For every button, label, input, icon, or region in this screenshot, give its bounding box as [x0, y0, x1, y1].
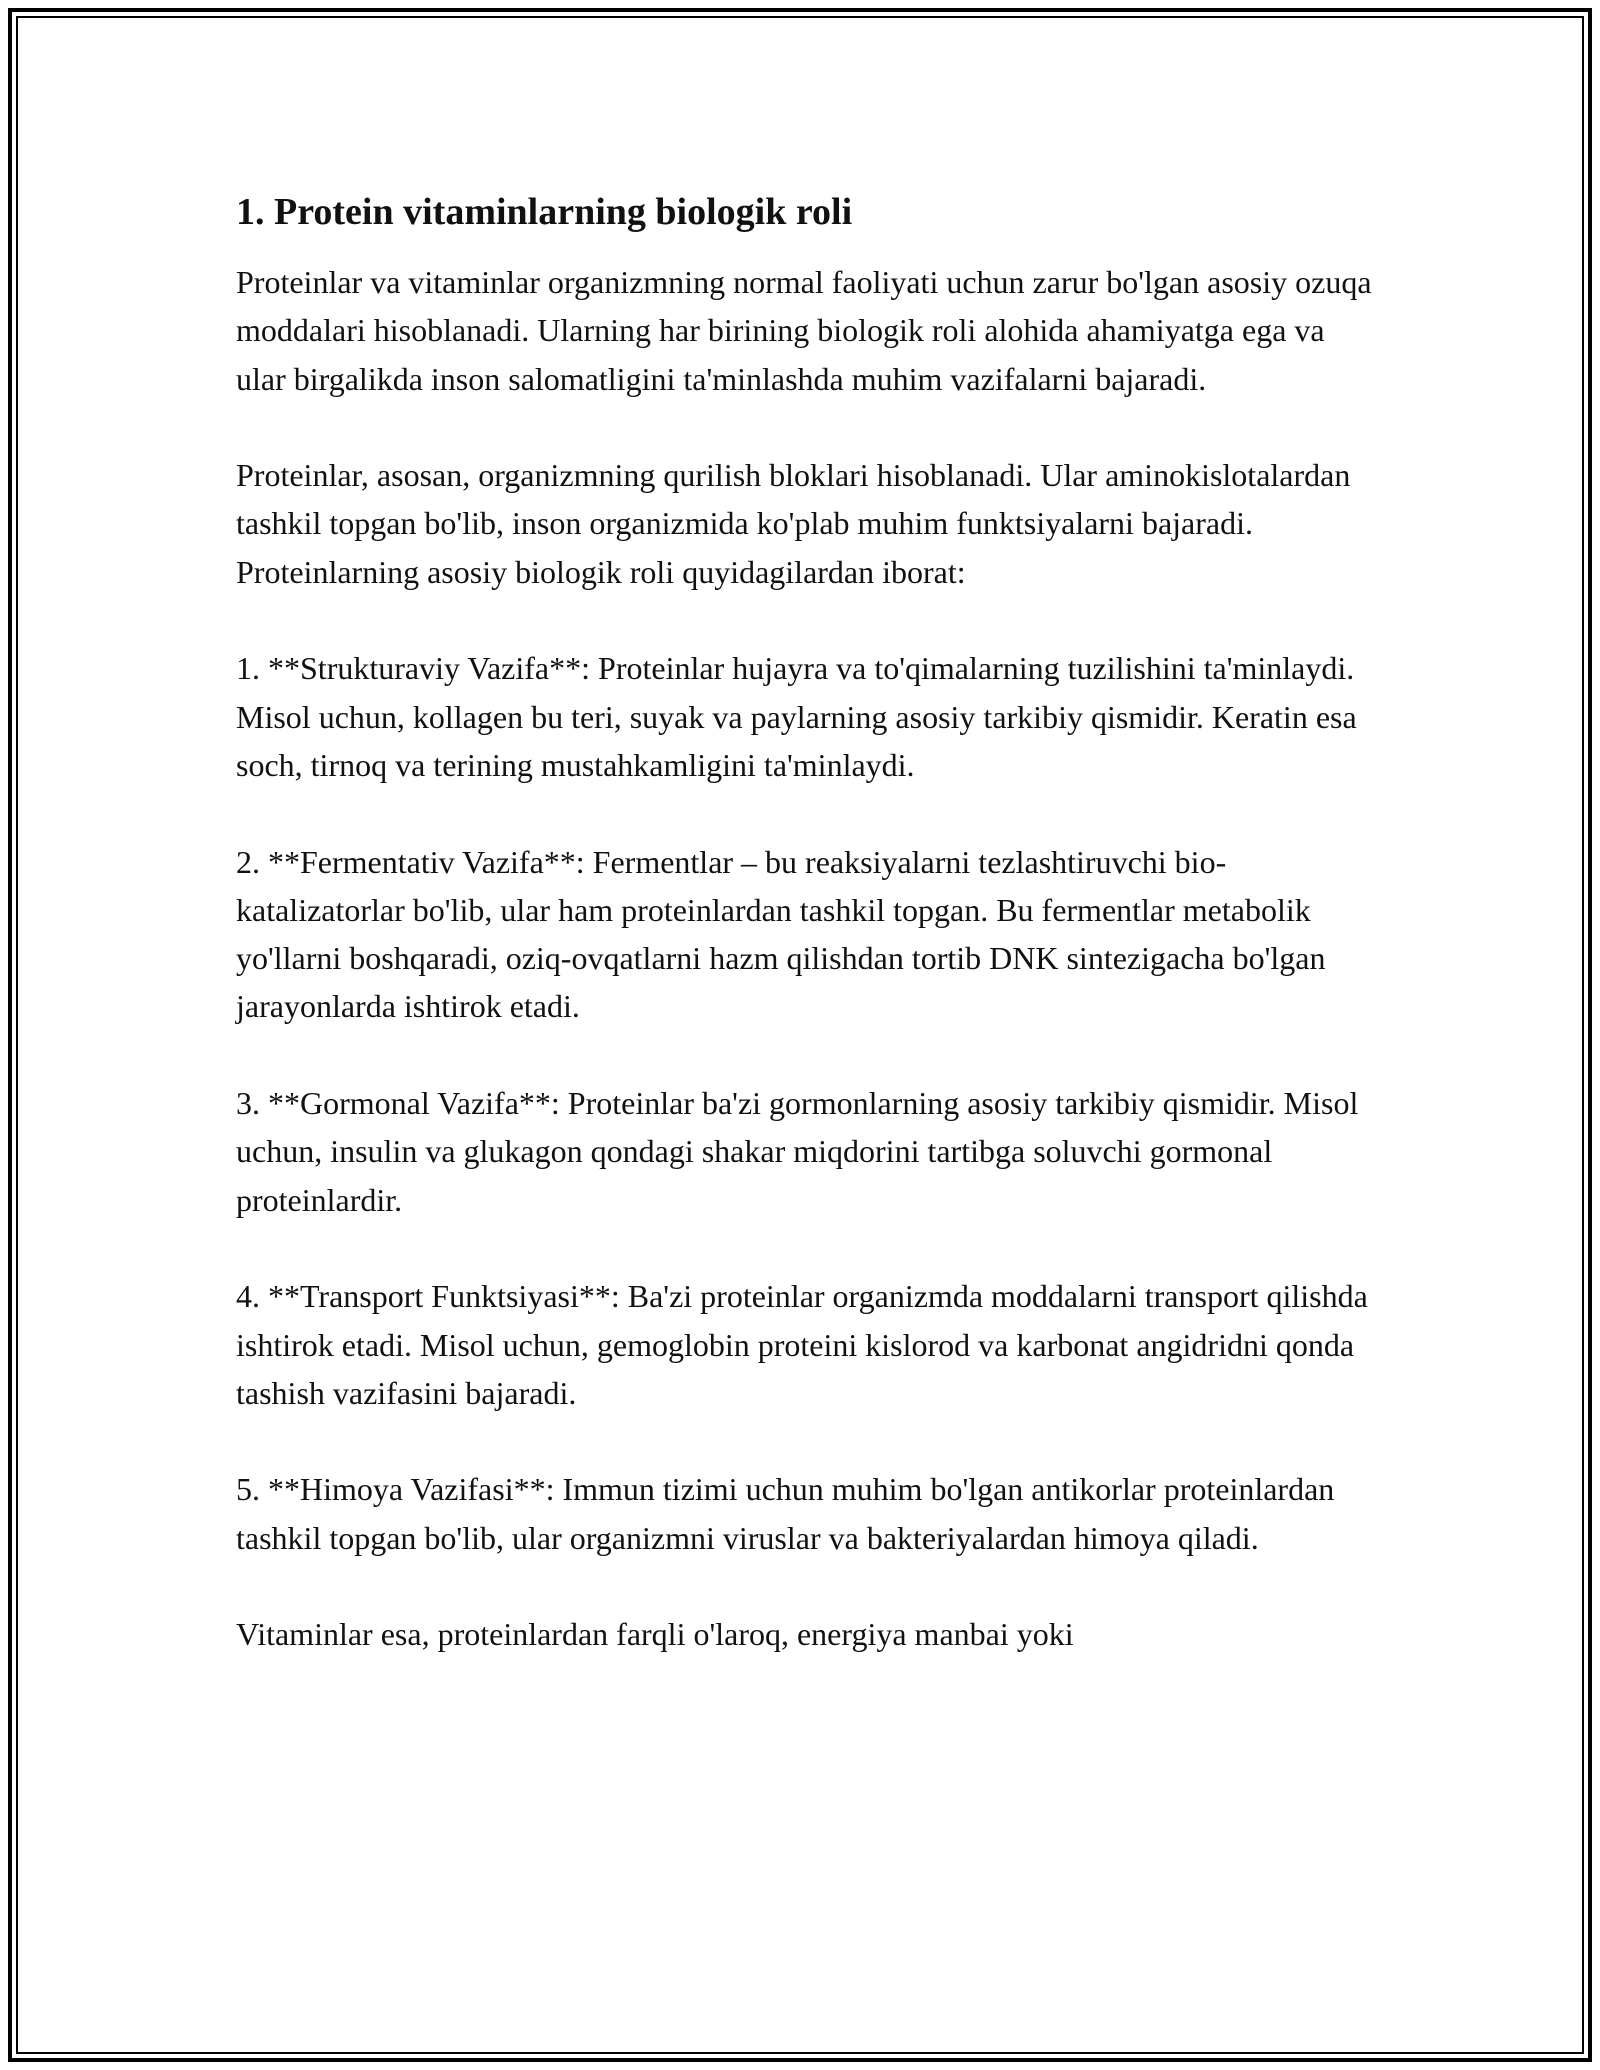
list-item-enzymatic-function: 2. **Fermentativ Vazifa**: Fermentlar – bu reaksiyalarni tezlashtiruvchi bio-katalizatorlar bo'lib, ular ham proteinlardan tashkil topgan. Bu fermentlar metabolik yo'llarni boshqaradi, oziq-ovqatlarni hazm qilishdan tortib DNK sintezigacha bo'lgan jarayonlarda ishtirok etadi.	[236, 843, 1326, 1025]
document-body	[236, 188, 1376, 1659]
paragraph-vitamins: Vitaminlar esa, proteinlardan farqli o'laroq, energiya manbai yoki	[236, 1616, 1074, 1653]
list-item-protective-function: 5. **Himoya Vazifasi**: Immun tizimi uchun muhim bo'lgan antikorlar proteinlardan tashkil topgan bo'lib, ular organizmni viruslar va bakteriyalardan himoya qiladi.	[236, 1471, 1335, 1556]
paragraph-intro: Proteinlar va vitaminlar organizmning normal faoliyati uchun zarur bo'lgan asosiy ozuqa moddalari hisoblanadi. Ularning har birining biologik roli alohida ahamiyatga ega va ular birgalikda inson salomatligini ta'minlashda muhim vazifalarni bajaradi.	[236, 264, 1372, 397]
list-item-structural-function: 1. **Strukturaviy Vazifa**: Proteinlar hujayra va to'qimalarning tuzilishini ta'minlaydi. Misol uchun, kollagen bu teri, suyak va paylarning asosiy tarkibiy qismidir. Keratin esa soch, tirnoq va terining mustahkamligini ta'minlaydi.	[236, 650, 1357, 783]
document-title: 1. Protein vitaminlarning biologik roli	[236, 191, 853, 233]
list-item-transport-function: 4. **Transport Funktsiyasi**: Ba'zi proteinlar organizmda moddalarni transport qilishda ishtirok etadi. Misol uchun, gemoglobin proteini kislorod va karbonat angidridni qonda tashish vazifasini bajaradi.	[236, 1278, 1368, 1411]
paragraph-proteins-overview: Proteinlar, asosan, organizmning qurilish bloklari hisoblanadi. Ular aminokislotalardan tashkil topgan bo'lib, inson organizmida ko'plab muhim funktsiyalarni bajaradi. Proteinlarning asosiy biologik roli quyidagilardan iborat:	[236, 457, 1351, 590]
list-item-hormonal-function: 3. **Gormonal Vazifa**: Proteinlar ba'zi gormonlarning asosiy tarkibiy qismidir. Misol uchun, insulin va glukagon qondagi shakar miqdorini tartibga soluvchi gormonal proteinlardir.	[236, 1085, 1359, 1218]
